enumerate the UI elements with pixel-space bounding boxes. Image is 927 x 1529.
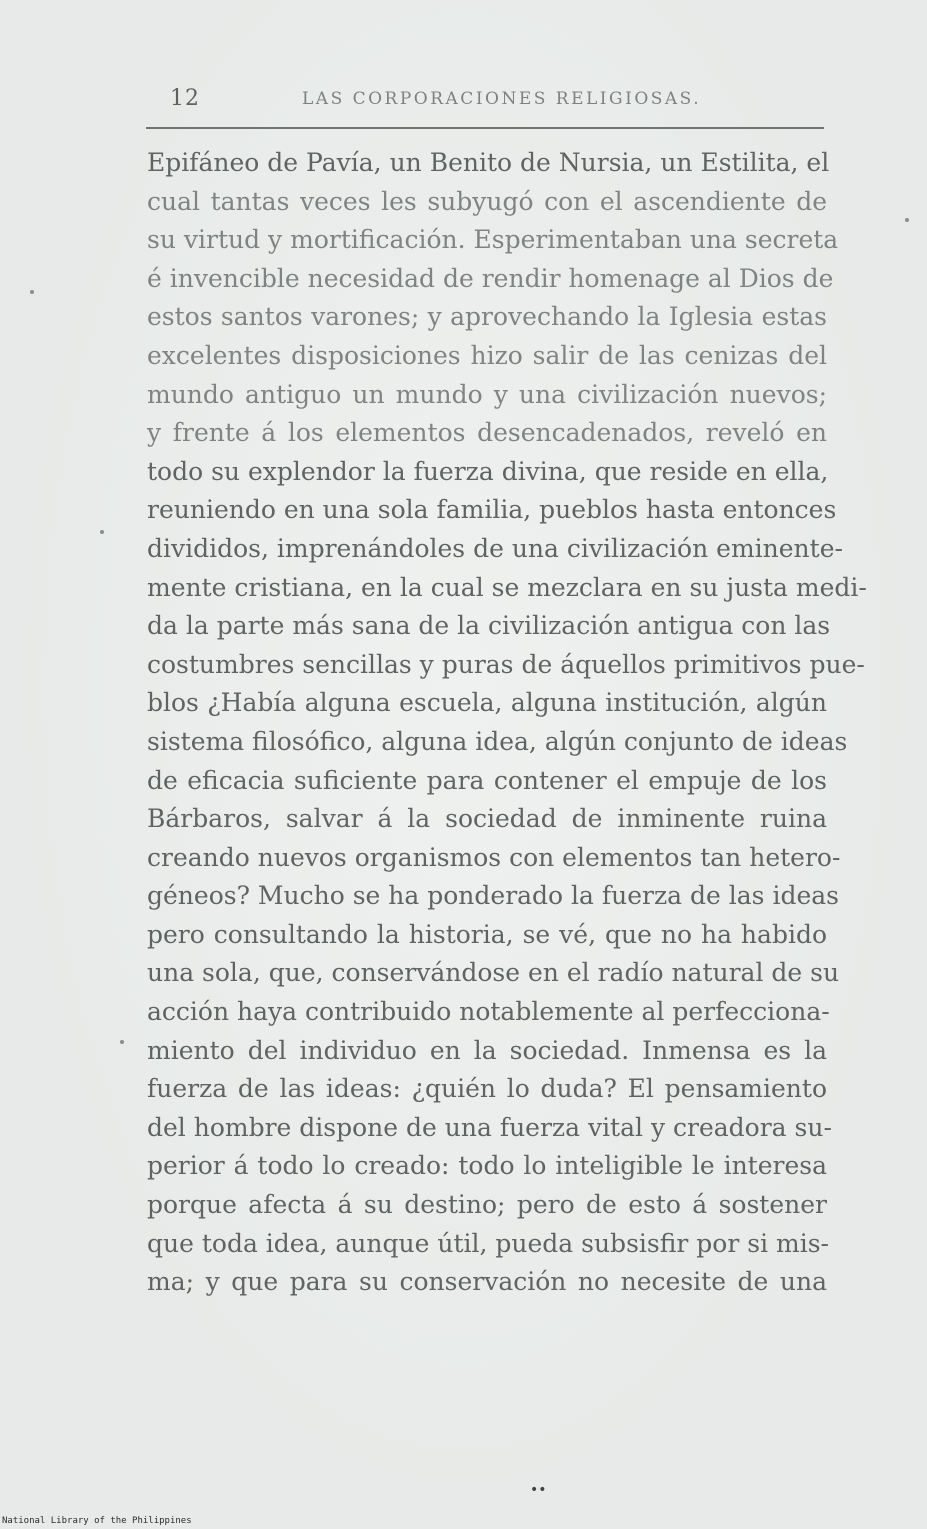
body-text [147, 144, 867, 1302]
scan-speck [30, 290, 34, 294]
text-line: costumbres sencillas y puras de áquellos primitivos pue- [147, 649, 865, 679]
header-rule [146, 127, 824, 129]
text-line: perior á todo lo creado: todo lo inteligible le interesa [147, 1151, 827, 1181]
text-line: reuniendo en una sola familia, pueblos hasta entonces [147, 495, 837, 525]
text-line: fuerza de las ideas: ¿quién lo duda? El pensamiento [147, 1074, 827, 1104]
text-line: mente cristiana, en la cual se mezclara en su justa medi- [147, 572, 867, 602]
text-line: sistema filosófico, alguna idea, algún conjunto de ideas [147, 726, 848, 756]
text-line: una sola, que, conservándose en el radío natural de su [147, 958, 840, 988]
text-line: cual tantas veces les subyugó con el ascendiente de [147, 186, 827, 216]
text-line: mundo antiguo un mundo y una civilización nuevos; [147, 379, 827, 409]
text-line: pero consultando la historia, se vé, que no ha habido [147, 919, 827, 949]
text-line: de eficacia suficiente para contener el empuje de los [147, 765, 827, 795]
running-head: LAS CORPORACIONES RELIGIOSAS. [302, 89, 702, 109]
scan-speck [905, 218, 909, 222]
text-line: porque afecta á su destino; pero de esto á sostener [147, 1190, 827, 1220]
text-line: blos ¿Había alguna escuela, alguna institución, algún [147, 688, 827, 718]
text-line: creando nuevos organismos con elementos tan hetero- [147, 842, 841, 872]
footer-mark: •• [530, 1482, 547, 1498]
text-line: da la parte más sana de la civilización antigua con las [147, 611, 831, 641]
scan-speck [100, 530, 104, 534]
text-line: Bárbaros, salvar á la sociedad de inminente ruina [147, 804, 827, 834]
text-line: géneos? Mucho se ha ponderado la fuerza de las ideas [147, 881, 839, 911]
scan-speck [120, 1040, 124, 1044]
text-line: y frente á los elementos desencadenados, reveló en [147, 418, 827, 448]
text-line: miento del individuo en la sociedad. Inmensa es la [147, 1035, 827, 1065]
page-header [170, 86, 830, 114]
text-line: estos santos varones; y aprovechando la Iglesia estas [147, 302, 827, 332]
text-line: su virtud y mortificación. Esperimentaban una secreta [147, 225, 839, 255]
text-line: é invencible necesidad de rendir homenage al Dios de [147, 263, 834, 293]
text-line: que toda idea, aunque útil, pueda subsisfir por si mis- [147, 1228, 829, 1258]
text-line: acción haya contribuido notablemente al perfecciona- [147, 997, 830, 1027]
library-credit: National Library of the Philippines [2, 1516, 192, 1526]
text-line: todo su explendor la fuerza divina, que reside en ella, [147, 456, 829, 486]
text-line: del hombre dispone de una fuerza vital y creadora su- [147, 1112, 832, 1142]
text-line: divididos, imprenándoles de una civilización eminente- [147, 533, 843, 563]
text-line: ma; y que para su conservación no necesite de una [147, 1267, 827, 1297]
page-number: 12 [170, 86, 200, 111]
text-line: Epifáneo de Pavía, un Benito de Nursia, un Estilita, el [147, 148, 830, 177]
text-line: excelentes disposiciones hizo salir de las cenizas del [147, 340, 827, 370]
